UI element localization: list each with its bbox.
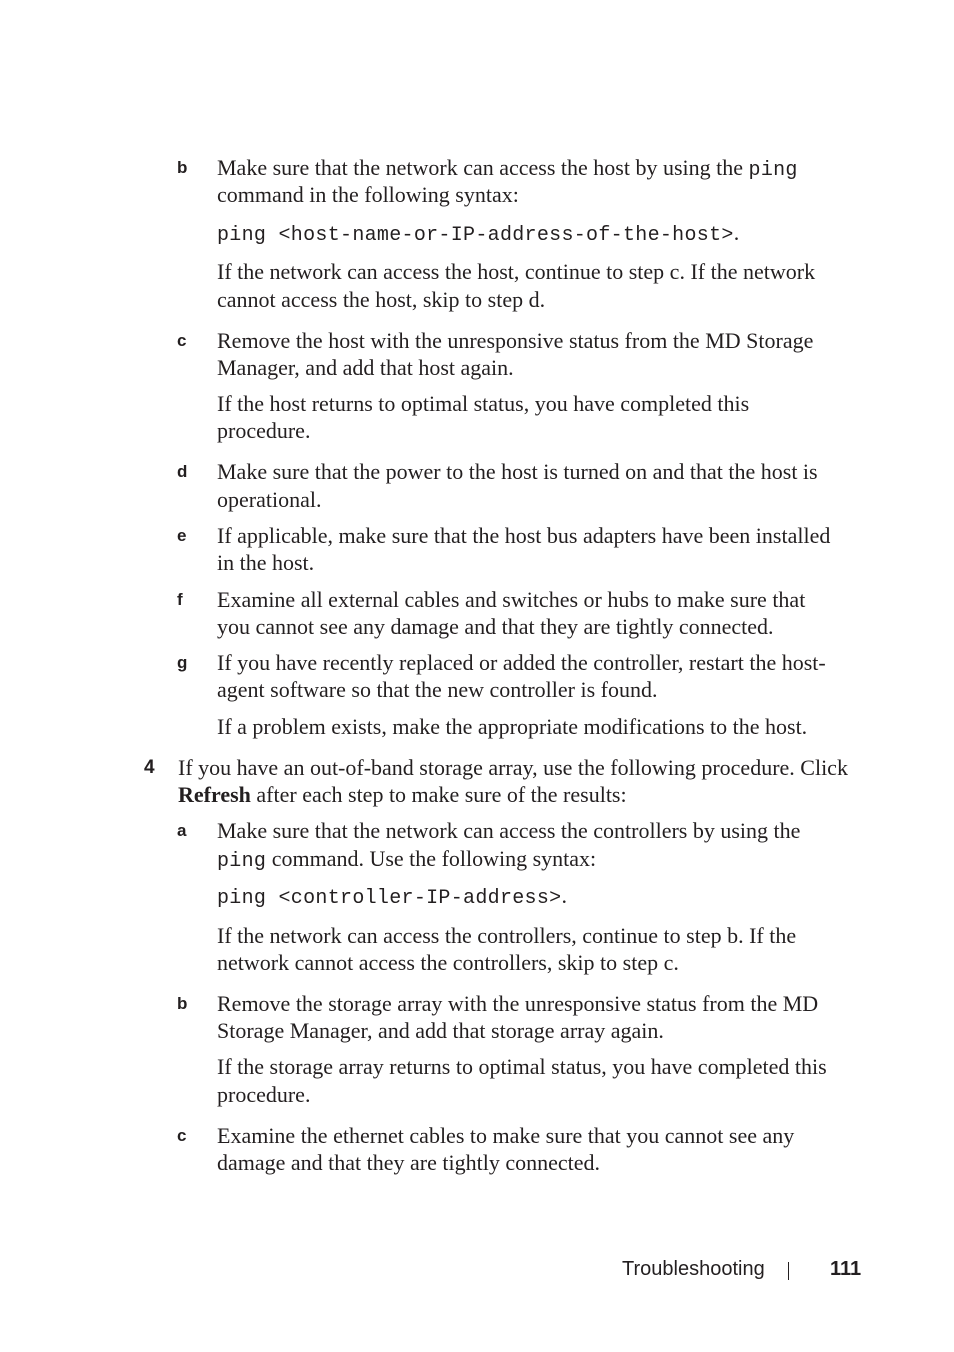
step-text: Remove the host with the unresponsive status from the MD Storage bbox=[217, 328, 814, 353]
step-text: Make sure that the power to the host is turned on and that the host is bbox=[217, 459, 818, 484]
step-marker: b bbox=[177, 158, 188, 177]
step-marker: b bbox=[177, 994, 188, 1013]
step-text: Refresh after each step to make sure of the results: bbox=[178, 782, 627, 807]
step-text: in the host. bbox=[217, 550, 315, 575]
note-text: If the storage array returns to optimal status, you have completed this bbox=[217, 1054, 827, 1079]
step-text: If applicable, make sure that the host bus adapters have been installed bbox=[217, 523, 831, 548]
note-text: network cannot access the controllers, skip to step c. bbox=[217, 950, 679, 975]
code-line: ping <host-name-or-IP-address-of-the-host>. bbox=[217, 220, 740, 247]
step-text: command in the following syntax: bbox=[217, 182, 519, 207]
step-marker: d bbox=[177, 462, 188, 481]
step-text: Make sure that the network can access the host by using the ping bbox=[217, 155, 798, 182]
step-text: If you have recently replaced or added the controller, restart the host- bbox=[217, 650, 826, 675]
step-marker: e bbox=[177, 526, 187, 545]
step-text: Remove the storage array with the unresponsive status from the MD bbox=[217, 991, 819, 1016]
code-line: ping <controller-IP-address>. bbox=[217, 883, 567, 910]
step-number: 4 bbox=[144, 757, 155, 778]
step-text: Storage Manager, and add that storage array again. bbox=[217, 1018, 664, 1043]
step-text: damage and that they are tightly connected. bbox=[217, 1150, 601, 1175]
step-text: agent software so that the new controller is found. bbox=[217, 677, 658, 702]
step-marker: a bbox=[177, 821, 187, 840]
step-marker: c bbox=[177, 331, 187, 350]
step-marker: c bbox=[177, 1126, 187, 1145]
step-text: Manager, and add that host again. bbox=[217, 355, 514, 380]
step-text: operational. bbox=[217, 487, 322, 512]
footer-section: Troubleshooting bbox=[622, 1258, 765, 1280]
note-text: procedure. bbox=[217, 418, 311, 443]
step-text: Examine all external cables and switches or hubs to make sure that bbox=[217, 587, 806, 612]
step-text: Make sure that the network can access the controllers by using the bbox=[217, 818, 801, 843]
step-marker: f bbox=[177, 590, 183, 609]
note-text: If a problem exists, make the appropriate modifications to the host. bbox=[217, 714, 808, 739]
step-text: ping command. Use the following syntax: bbox=[217, 846, 597, 873]
note-text: If the network can access the controllers, continue to step b. If the bbox=[217, 923, 797, 948]
step-text: Examine the ethernet cables to make sure that you cannot see any bbox=[217, 1123, 795, 1148]
note-text: If the host returns to optimal status, you have completed this bbox=[217, 391, 750, 416]
inline-code: ping bbox=[748, 159, 798, 182]
page-number: 111 bbox=[830, 1258, 862, 1280]
footer-divider bbox=[788, 1262, 789, 1280]
note-text: procedure. bbox=[217, 1082, 311, 1107]
step-text: you cannot see any damage and that they are tightly connected. bbox=[217, 614, 774, 639]
inline-code: ping bbox=[217, 850, 267, 873]
step-text: If you have an out-of-band storage array, use the following procedure. Click bbox=[178, 755, 848, 780]
note-text: If the network can access the host, continue to step c. If the network bbox=[217, 259, 816, 284]
refresh-term: Refresh bbox=[178, 782, 251, 807]
note-text: cannot access the host, skip to step d. bbox=[217, 287, 546, 312]
step-marker: g bbox=[177, 653, 188, 672]
